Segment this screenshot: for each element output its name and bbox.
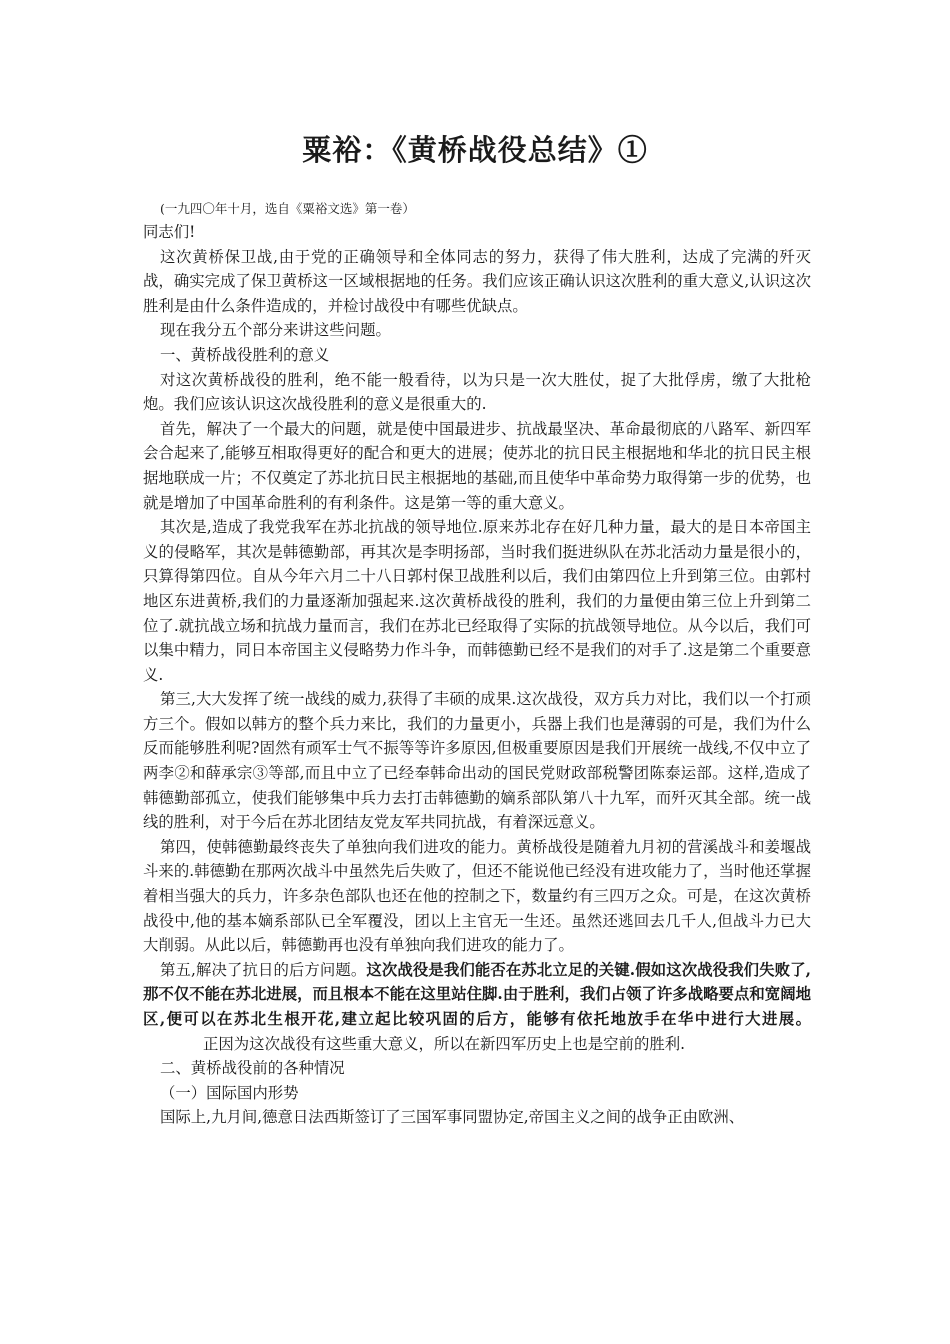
paragraph-5: 其次是,造成了我党我军在苏北抗战的领导地位.原来苏北存在好几种力量，最大的是日本帝国主义的侵略军，其次是韩德勤部，再其次是李明扬部，当时我们挺进纵队在苏北活动力量是很小的，只算得第四位。自从今年六月二十八日郭村保卫战胜利以后，我们由第四位上升到第三位。由郭村地区东进黄桥,我们的力量逐渐加强起来.这次黄桥战役的胜利，我们的力量便由第三位上升到第二位了.就抗战立场和抗战力量而言，我们在苏北已经取得了实际的抗战领导地位。从今以后，我们可以集中精力，同日本帝国主义侵略势力作斗争，而韩德勤已经不是我们的对手了.这是第二个重要意义. — [143, 518, 811, 684]
paragraph-8-end: 正因为这次战役有这些重大意义，所以在新四军历史上也是空前的胜利. — [203, 1034, 686, 1053]
greeting: 同志们! — [143, 223, 196, 241]
paragraph-7: 第四，使韩德勤最终丧失了单独向我们进攻的能力。黄桥战役是随着九月初的营溪战斗和姜堰战斗来的.韩德勤在那两次战斗中虽然先后失败了，但还不能说他已经没有进攻能力了，当时他还掌握着相当强大的兵力，许多杂色部队也还在他的控制之下，数量约有三四万之众。可是，在这次黄桥战役中,他的基本嫡系部队已全军覆没，团以上主官无一生还。虽然还逃回去几千人,但战斗力已大大削弱。从此以后，韩德勤再也没有单独向我们进攻的能力了。 — [143, 837, 811, 955]
paragraph-8 — [143, 958, 811, 1056]
source-note: (一九四〇年十月，选自《粟裕文选》第一卷） — [160, 201, 415, 216]
document-body — [143, 198, 811, 1130]
paragraph-2: 现在我分五个部分来讲这些问题。 — [160, 321, 391, 340]
paragraph-6: 第三,大大发挥了统一战线的威力,获得了丰硕的成果.这次战役，双方兵力对比，我们以一个打顽方三个。假如以韩方的整个兵力来比，我们的力量更小，兵器上我们也是薄弱的可是，我们为什么反而能够胜利呢?固然有顽军士气不振等等许多原因,但极重要原因是我们开展统一战线,不仅中立了两李②和薛承宗③等部,而且中立了已经奉韩命出动的国民党财政部税警团陈泰运部。这样,造成了韩德勤部孤立，使我们能够集中兵力去打击韩德勤的嫡系部队第八十九军，而歼灭其全部。统一战线的胜利，对于今后在苏北团结友党友军共同抗战，有着深远意义。 — [143, 690, 811, 832]
paragraph-3: 对这次黄桥战役的胜利，绝不能一般看待，以为只是一次大胜仗，捉了大批俘虏，缴了大批枪炮。我们应该认识这次战役胜利的意义是很重大的. — [143, 370, 811, 414]
paragraph-8-bold: 这次战役是我们能否在苏北立足的关键.假如这次战役我们失败了,那不仅不能在苏北进展，而且根本不能在这里站住脚.由于胜利，我们占领了许多战略要点和宽阔地区,便可以在苏北生根开花,建立起比较巩固的后方，能够有依托地放手在华中进行大进展。 — [143, 960, 811, 1028]
paragraph-8-start: 第五,解决了抗日的后方问题。 — [160, 960, 367, 979]
paragraph-1: 这次黄桥保卫战,由于党的正确领导和全体同志的努力，获得了伟大胜利，达成了完满的歼灭战，确实完成了保卫黄桥这一区域根据地的任务。我们应该正确认识这次胜利的重大意义,认识这次胜利是由什么条件造成的，并检讨战役中有哪些优缺点。 — [143, 247, 811, 315]
paragraph-4: 首先，解决了一个最大的问题，就是使中国最进步、抗战最坚决、革命最彻底的八路军、新四军会合起来了,能够互相取得更好的配合和更大的进展；使苏北的抗日民主根据地和华北的抗日民主根据地联成一片；不仅奠定了苏北抗日民主根据地的基础,而且使华中革命势力取得第一步的优势，也就是增加了中国革命胜利的有利条件。这是第一等的重大意义。 — [143, 419, 811, 512]
section-heading-1: 一、黄桥战役胜利的意义 — [160, 345, 330, 364]
subsection-heading: （一）国际国内形势 — [160, 1083, 299, 1102]
paragraph-9: 国际上,九月间,德意日法西斯签订了三国军事同盟协定,帝国主义之间的战争正由欧洲、 — [160, 1108, 745, 1127]
document-title: 粟裕：《黄桥战役总结》① — [302, 133, 648, 167]
section-heading-2: 二、黄桥战役前的各种情况 — [160, 1059, 345, 1078]
